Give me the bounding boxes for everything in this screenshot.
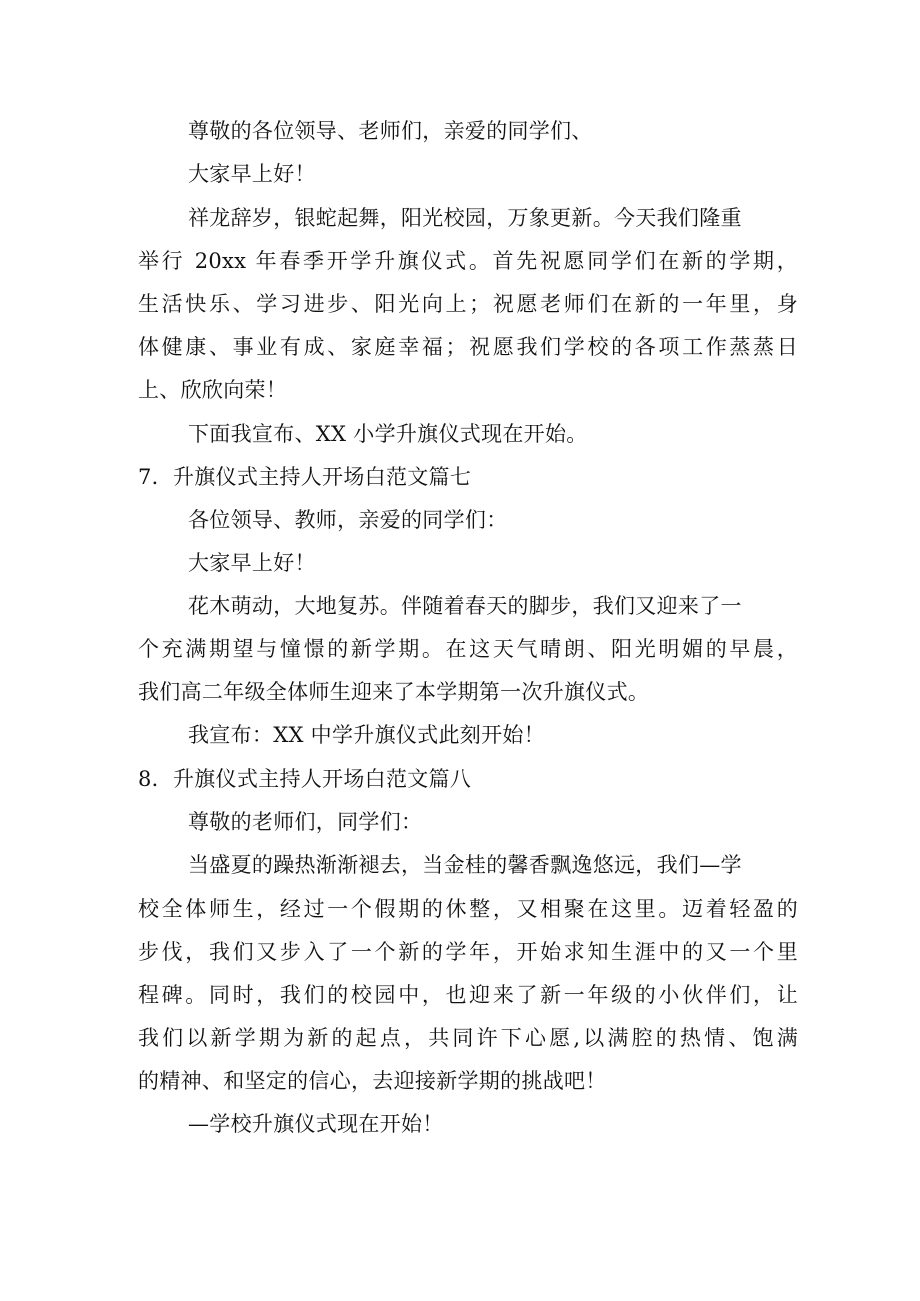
paragraph-line: 花木萌动，大地复苏。伴随着春天的脚步，我们又迎来了一 bbox=[188, 594, 742, 618]
announcement-line: 我宣布：XX 中学升旗仪式此刻开始！ bbox=[188, 723, 545, 747]
paragraph-line: 体健康、事业有成、家庭幸福；祝愿我们学校的各项工作蒸蒸日 bbox=[138, 335, 798, 359]
greeting-line: 尊敬的各位领导、老师们，亲爱的同学们、 bbox=[188, 119, 593, 143]
section-heading: 8．升旗仪式主持人开场白范文篇八 bbox=[138, 767, 472, 791]
paragraph-line: 举行 20xx 年春季开学升旗仪式。首先祝愿同学们在新的学期， bbox=[138, 249, 798, 273]
paragraph-line: 步伐，我们又步入了一个新的学年，开始求知生涯中的又一个里 bbox=[138, 940, 798, 964]
good-morning-line: 大家早上好！ bbox=[188, 551, 316, 575]
paragraph-line: 上、欣欣向荣！ bbox=[138, 378, 288, 402]
paragraph-line: 生活快乐、学习进步、阳光向上；祝愿老师们在新的一年里，身 bbox=[138, 292, 798, 316]
greeting-line: 各位领导、教师，亲爱的同学们： bbox=[188, 508, 508, 532]
paragraph-line: 我们以新学期为新的起点，共同许下心愿,以满腔的热情、饱满 bbox=[138, 1026, 798, 1050]
paragraph-line: 个充满期望与憧憬的新学期。在这天气晴朗、阳光明媚的早晨， bbox=[138, 637, 798, 661]
paragraph-line: 当盛夏的躁热渐渐褪去，当金桂的馨香飘逸悠远，我们—学 bbox=[188, 853, 742, 877]
paragraph-line: 校全体师生，经过一个假期的休整，又相聚在这里。迈着轻盈的 bbox=[138, 897, 798, 921]
paragraph-line: 祥龙辞岁，银蛇起舞，阳光校园，万象更新。今天我们隆重 bbox=[188, 206, 742, 230]
paragraph-line: 程碑。同时，我们的校园中，也迎来了新一年级的小伙伴们，让 bbox=[138, 983, 798, 1007]
paragraph-line: 我们高二年级全体师生迎来了本学期第一次升旗仪式。 bbox=[138, 680, 650, 704]
good-morning-line: 大家早上好！ bbox=[188, 162, 316, 186]
paragraph-line: 的精神、和坚定的信心，去迎接新学期的挑战吧！ bbox=[138, 1069, 607, 1093]
greeting-line: 尊敬的老师们，同学们： bbox=[188, 810, 423, 834]
section-heading: 7．升旗仪式主持人开场白范文篇七 bbox=[138, 465, 472, 489]
announcement-line: 下面我宣布、XX 小学升旗仪式现在开始。 bbox=[188, 422, 588, 446]
announcement-line: —学校升旗仪式现在开始！ bbox=[188, 1112, 444, 1136]
